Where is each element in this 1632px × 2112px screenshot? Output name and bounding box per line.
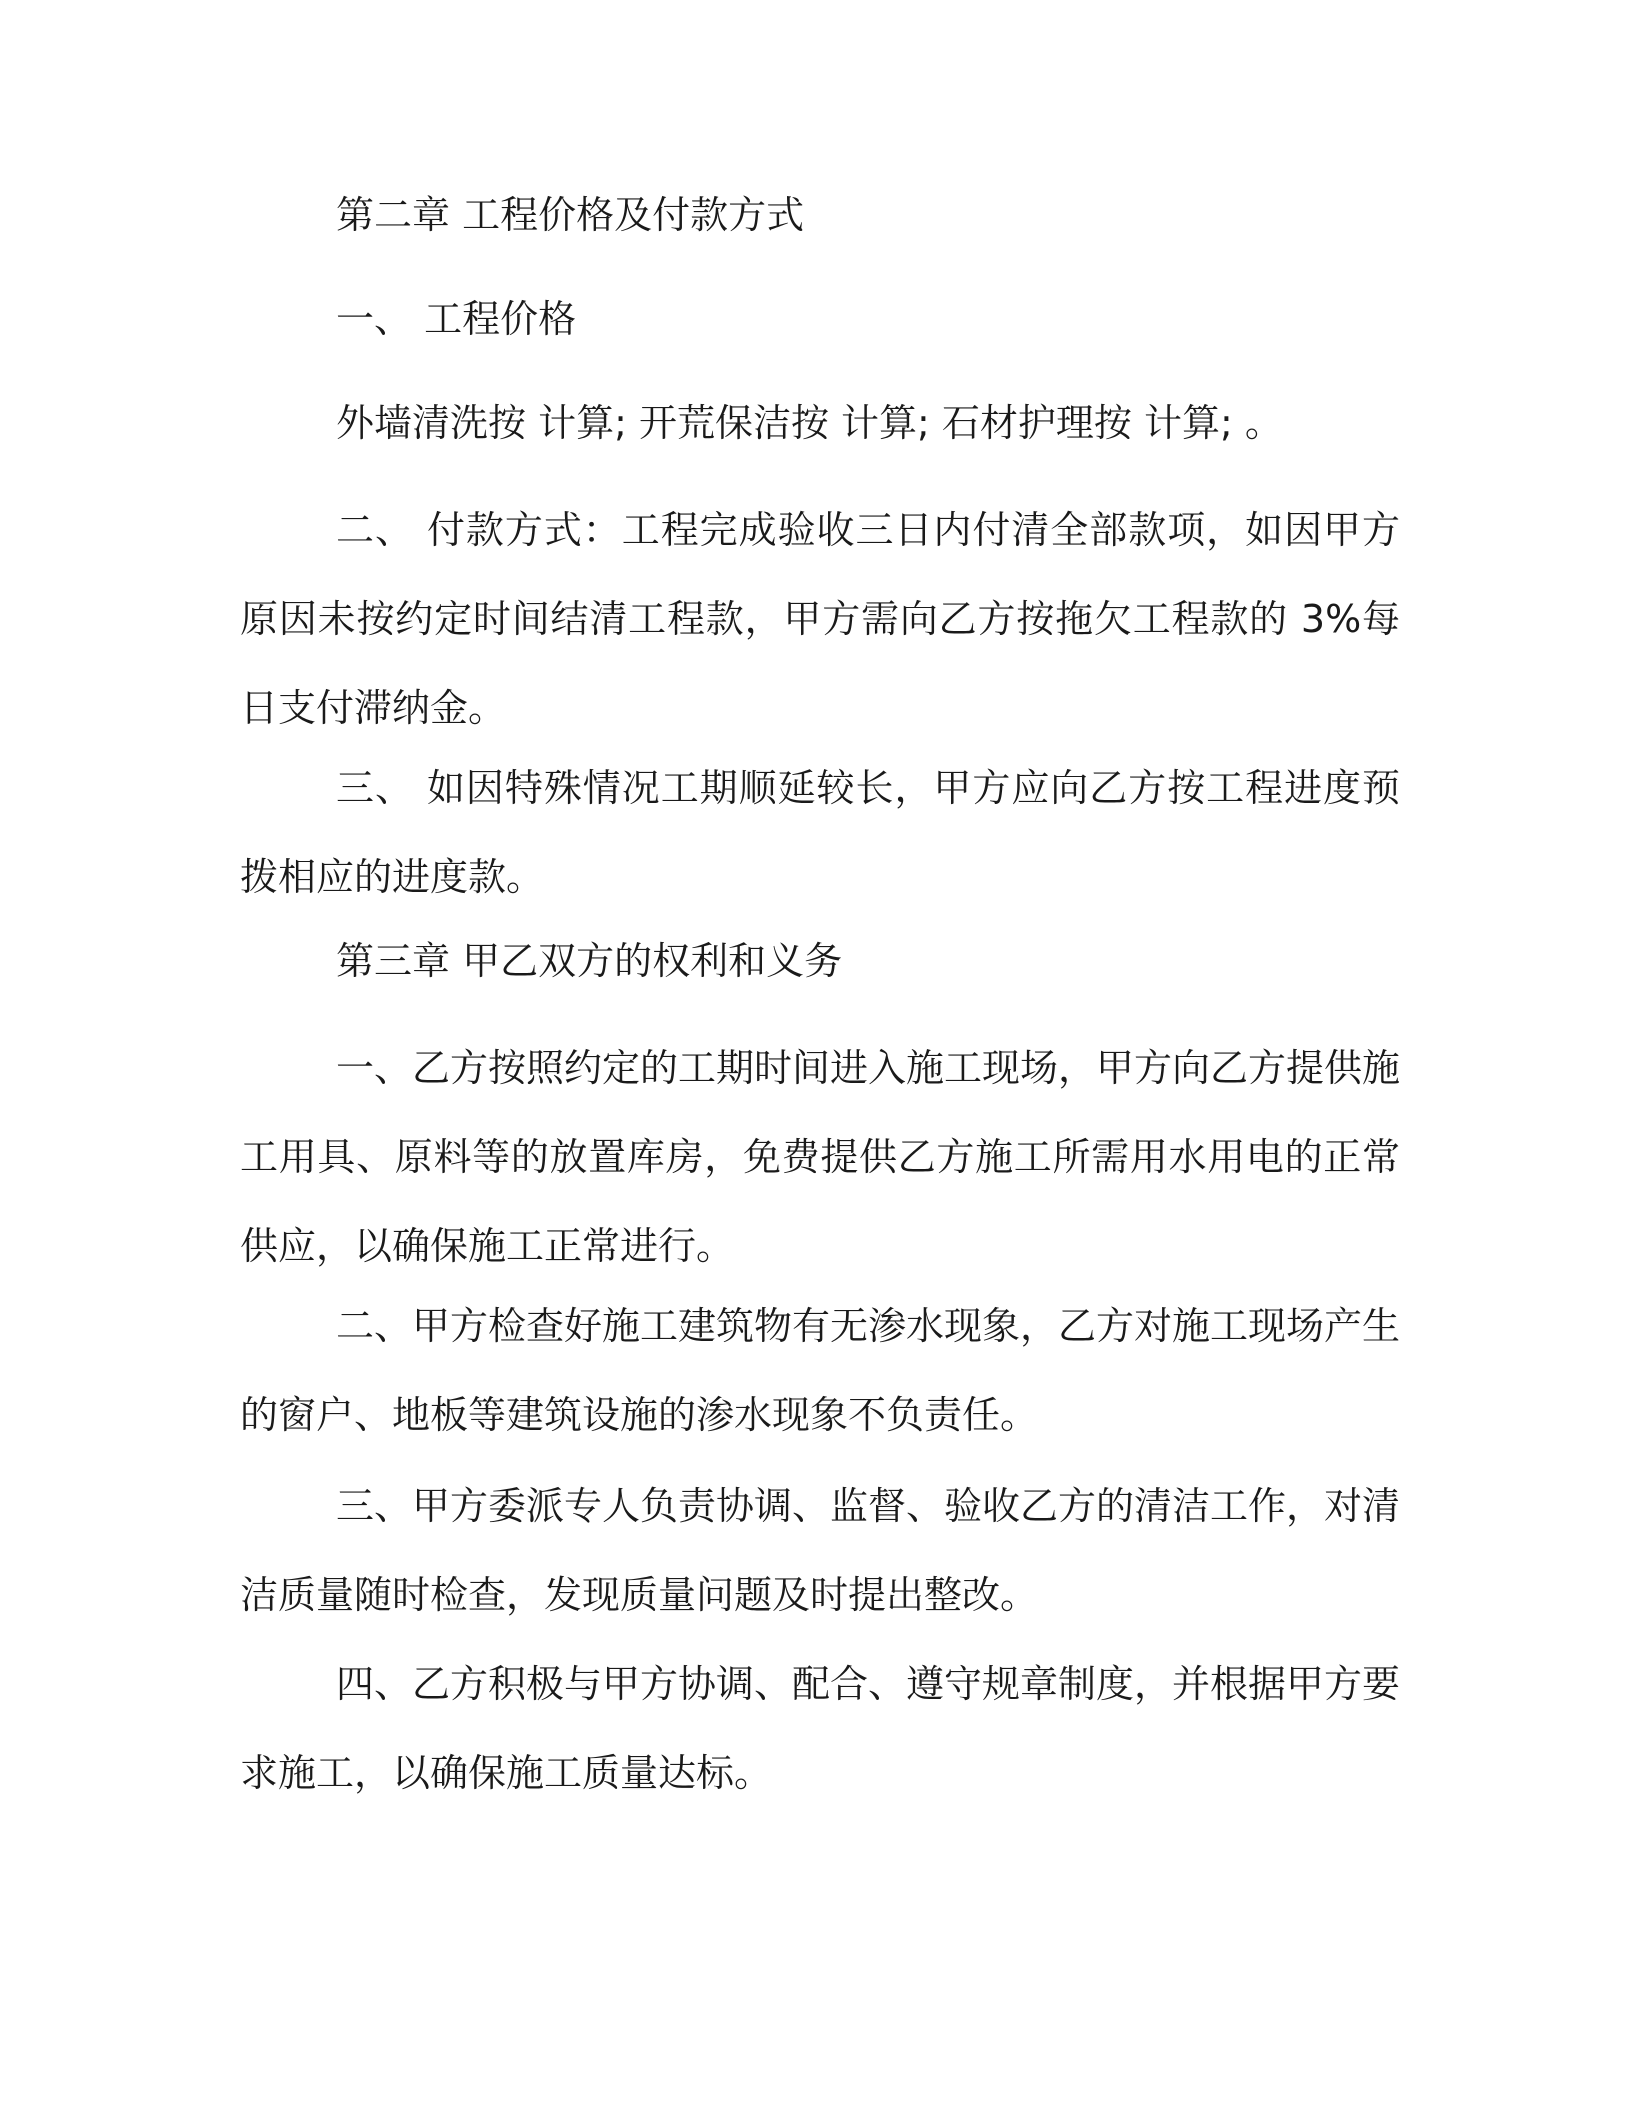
rights-clause-3: 三、甲方委派专人负责协调、监督、验收乙方的清洁工作，对清洁质量随时检查，发现质量问题及时提出整改。 [240,1484,1401,1617]
rights-clause-1: 一、乙方按照约定的工期时间进入施工现场，甲方向乙方提供施工用具、原料等的放置库房，免费提供乙方施工所需用水用电的正常供应，以确保施工正常进行。 [240,1046,1401,1268]
payment-clause: 二、 付款方式：工程完成验收三日内付清全部款项，如因甲方原因未按约定时间结清工程款，甲方需向乙方按拖欠工程款的 3%每日支付滞纳金。 [240,508,1400,730]
delay-clause: 三、 如因特殊情况工期顺延较长，甲方应向乙方按工程进度预拨相应的进度款。 [240,766,1400,899]
rights-clause-2: 二、甲方检查好施工建筑物有无渗水现象，乙方对施工现场产生的窗户、地板等建筑设施的渗水现象不负责任。 [240,1304,1401,1437]
price-items: 外墙清洗按 计算; 开荒保洁按 计算; 石材护理按 计算; 。 [336,401,1283,445]
chapter-3-title: 第三章 甲乙双方的权利和义务 [336,939,843,983]
rights-clause-4: 四、乙方积极与甲方协调、配合、遵守规章制度，并根据甲方要求施工，以确保施工质量达标。 [240,1662,1401,1795]
chapter-2-title: 第二章 工程价格及付款方式 [336,193,805,237]
price-heading: 一、 工程价格 [336,297,577,341]
